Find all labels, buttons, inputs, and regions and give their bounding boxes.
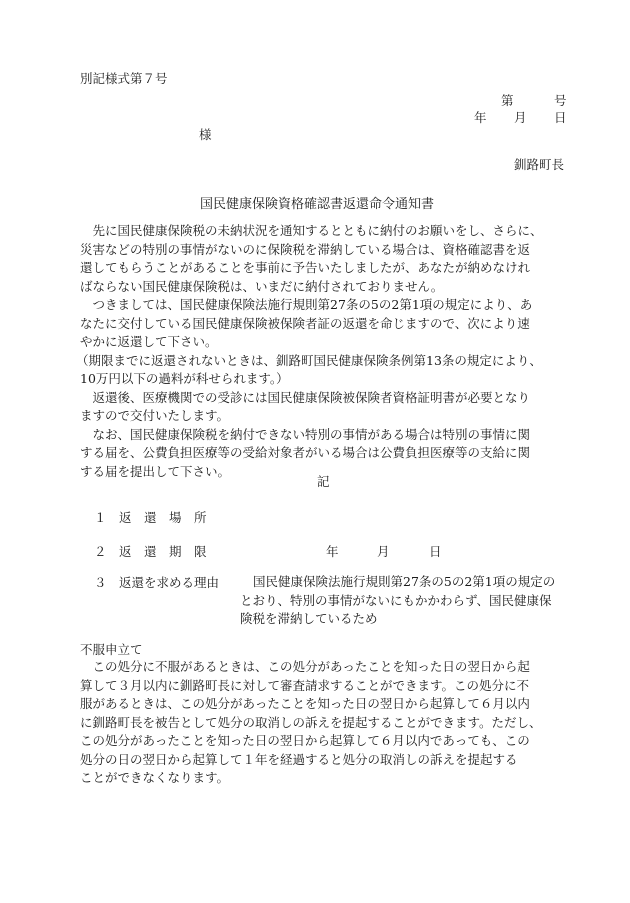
item-3-reason <box>240 573 555 629</box>
body-line: 10万円以下の過料が科せられます。） <box>80 371 289 386</box>
reason-line: とおり、特別の事情がないにもかかわらず、国民健康保 <box>240 592 552 608</box>
appeal-line: この処分に不服があるときは、この処分があったことを知った日の翌日から起 <box>80 659 530 674</box>
appeal-line: 服があるときは、この処分があったことを知った日の翌日から起算して６月以内 <box>80 696 530 711</box>
item-1-label: 返 還 場 所 <box>119 510 207 525</box>
item-2-date-month: 月 <box>377 544 390 559</box>
body-text <box>76 222 568 481</box>
body-line: 災害などの特別の事情がないのに保険税を滞納している場合は、資格確認書を返 <box>80 241 531 257</box>
document-title: 国民健康保険資格確認書返還命令通知書 <box>200 197 435 212</box>
date-year-label: 年 <box>474 110 487 125</box>
body-line: なお、国民健康保険税を納付できない特別の事情がある場合は特別の事情に関 <box>80 426 531 442</box>
doc-number-suffix: 号 <box>554 93 567 108</box>
body-line: やかに返還して下さい。 <box>80 334 218 349</box>
item-3-number: ３ <box>94 575 107 590</box>
date-day-label: 日 <box>554 110 567 125</box>
item-2-label: 返 還 期 限 <box>119 544 207 559</box>
body-line: ばならない国民健康保険税は、いまだに納付されておりません。 <box>80 278 444 294</box>
appeal-line: この処分があったことを知った日の翌日から起算して６月以内であっても、この <box>80 733 530 748</box>
item-1-number: １ <box>94 510 107 525</box>
item-2-number: ２ <box>94 544 107 559</box>
reason-line: 国民健康保険法施行規則第27条の5の2第1項の規定の <box>253 574 556 589</box>
appeal-line: ことができなくなります。 <box>80 770 230 785</box>
appeal-heading: 不服申立て <box>80 642 143 657</box>
doc-number-prefix: 第 <box>501 93 514 108</box>
item-3-label: 返還を求める理由 <box>119 575 220 590</box>
reason-line: 険税を滞納しているため <box>240 611 378 626</box>
form-label: 別記様式第７号 <box>80 71 168 86</box>
ki-heading: 記 <box>317 474 330 489</box>
body-line: する届を提出して下さい。 <box>80 463 231 479</box>
appeal-line: 算して３月以内に釧路町長に対して審査請求することができます。この処分に不 <box>80 677 530 693</box>
addressee-suffix: 様 <box>199 127 212 142</box>
body-line: （期限までに返還されないときは、釧路町国民健康保険条例第13条の規定により、 <box>76 352 542 368</box>
body-line: つきましては、国民健康保険法施行規則第27条の5の2第1項の規定により、あ <box>80 297 533 312</box>
body-line: する届を、公費負担医療等の受給対象者がいる場合は公費負担医療等の支給に関 <box>80 445 531 460</box>
appeal-text <box>80 658 568 788</box>
body-line: 返還後、医療機関での受診には国民健康保険被保険者資格証明書が必要となり <box>80 389 531 405</box>
body-line: 還してもらうことがあることを事前に予告いたしましたが、あなたが納めなけれ <box>80 260 531 275</box>
item-2-date-day: 日 <box>429 544 442 559</box>
item-2-date-year: 年 <box>326 544 339 559</box>
issuer-name: 釧路町長 <box>514 157 565 172</box>
appeal-line: に釧路町長を被告として処分の取消しの訴えを提起することができます。ただし、 <box>80 714 542 730</box>
body-line: なたに交付している国民健康保険被保険者証の返還を命じますので、次により速 <box>80 315 530 331</box>
body-line: 先に国民健康保険税の未納状況を通知するとともに納付のお願いをし、さらに、 <box>80 223 543 238</box>
date-month-label: 月 <box>514 110 527 125</box>
appeal-line: 処分の日の翌日から起算して１年を経過すると処分の取消しの訴えを提起する <box>80 751 518 767</box>
body-line: ますので交付いたします。 <box>80 408 230 423</box>
